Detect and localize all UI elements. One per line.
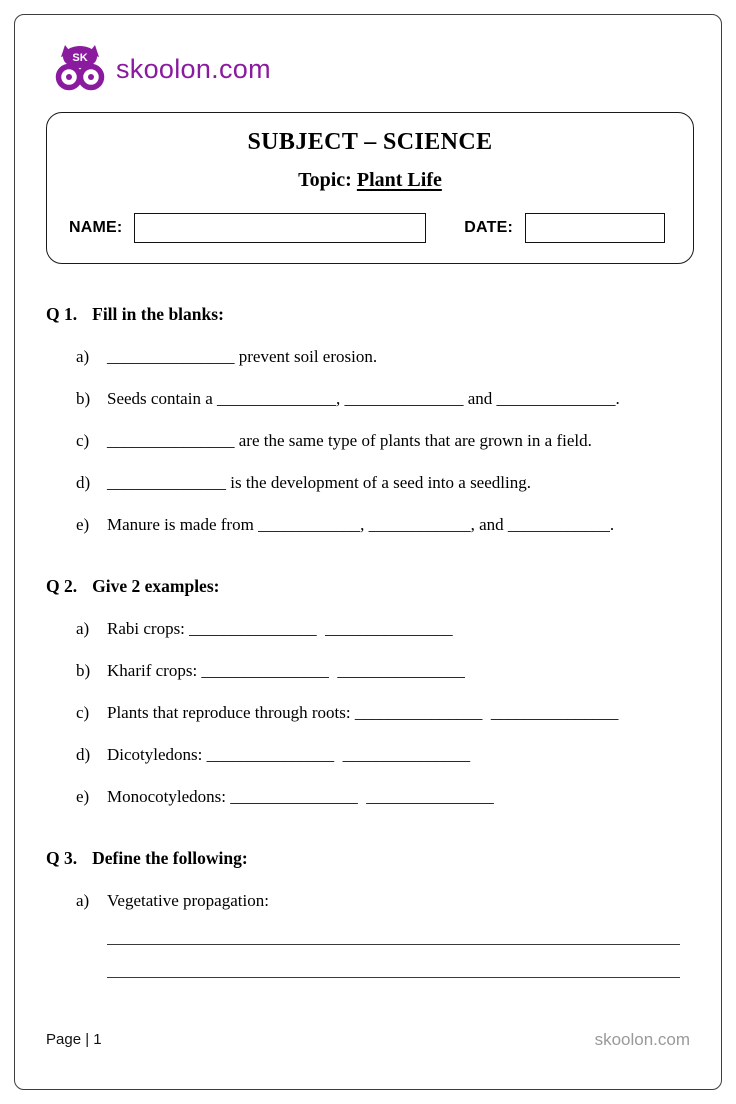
item-text: Dicotyledons: _______________ _______________ <box>107 745 471 764</box>
item-text: _______________ are the same type of plants that are grown in a field. <box>107 431 592 450</box>
item-text: _______________ prevent soil erosion. <box>107 347 378 366</box>
page-content <box>14 14 722 1090</box>
owl-logo-icon <box>52 42 108 96</box>
item-letter: e) <box>76 787 90 806</box>
question-number: Q 3. <box>46 848 78 868</box>
item-text: Seeds contain a ______________, ______________ and ______________. <box>107 389 620 408</box>
item-letter: b) <box>76 389 91 408</box>
name-label: NAME: <box>69 219 123 236</box>
item-text: Monocotyledons: _______________ _______________ <box>107 787 494 806</box>
item-letter: d) <box>76 745 91 764</box>
question-1-header <box>46 302 694 326</box>
question-title: Define the following: <box>92 848 248 868</box>
item-letter: b) <box>76 661 91 680</box>
question-title: Fill in the blanks: <box>92 304 224 324</box>
item-text: Rabi crops: _______________ _______________ <box>107 619 453 638</box>
item-letter: d) <box>76 473 91 492</box>
footer-brand: skoolon.com <box>594 1030 690 1049</box>
question-1-item-c <box>76 430 694 452</box>
question-1-item-e <box>76 514 694 536</box>
item-letter: c) <box>76 703 90 722</box>
svg-text:SK: SK <box>72 52 88 64</box>
brand-name: skoolon.com <box>116 53 271 84</box>
question-2-item-c <box>76 702 694 724</box>
date-label: DATE: <box>464 219 513 236</box>
question-number: Q 1. <box>46 304 78 324</box>
question-1-item-a <box>76 346 694 368</box>
item-letter: c) <box>76 431 90 450</box>
subject-title: SUBJECT – SCIENCE <box>247 129 493 155</box>
answer-line-2[interactable] <box>107 977 680 978</box>
name-date-row <box>69 213 671 243</box>
question-2-header <box>46 574 694 598</box>
question-2-item-e <box>76 786 694 808</box>
item-text: ______________ is the development of a seed into a seedling. <box>107 473 531 492</box>
question-2-item-d <box>76 744 694 766</box>
question-2-item-a <box>76 618 694 640</box>
question-title: Give 2 examples: <box>92 576 220 596</box>
topic-line <box>69 169 671 192</box>
name-input[interactable] <box>134 213 426 243</box>
date-input[interactable] <box>525 213 665 243</box>
question-number: Q 2. <box>46 576 78 596</box>
item-letter: a) <box>76 619 90 638</box>
question-1-item-d <box>76 472 694 494</box>
question-3-item-a <box>76 890 694 912</box>
worksheet-header-box <box>46 112 694 264</box>
item-letter: a) <box>76 891 90 910</box>
answer-line-1[interactable] <box>107 944 680 945</box>
topic-value: Plant Life <box>356 169 442 191</box>
item-letter: e) <box>76 515 90 534</box>
item-text: Plants that reproduce through roots: _______________ _______________ <box>107 703 619 722</box>
page-number-label: Page | 1 <box>46 1031 102 1048</box>
topic-label: Topic: <box>298 169 352 191</box>
question-3-header <box>46 846 694 870</box>
item-text: Vegetative propagation: <box>107 891 269 910</box>
question-1-item-b <box>76 388 694 410</box>
question-2-item-b <box>76 660 694 682</box>
brand-logo <box>52 40 694 98</box>
item-text: Kharif crops: _______________ _______________ <box>107 661 465 680</box>
item-letter: a) <box>76 347 90 366</box>
item-text: Manure is made from ____________, ____________, and ____________. <box>107 515 615 534</box>
